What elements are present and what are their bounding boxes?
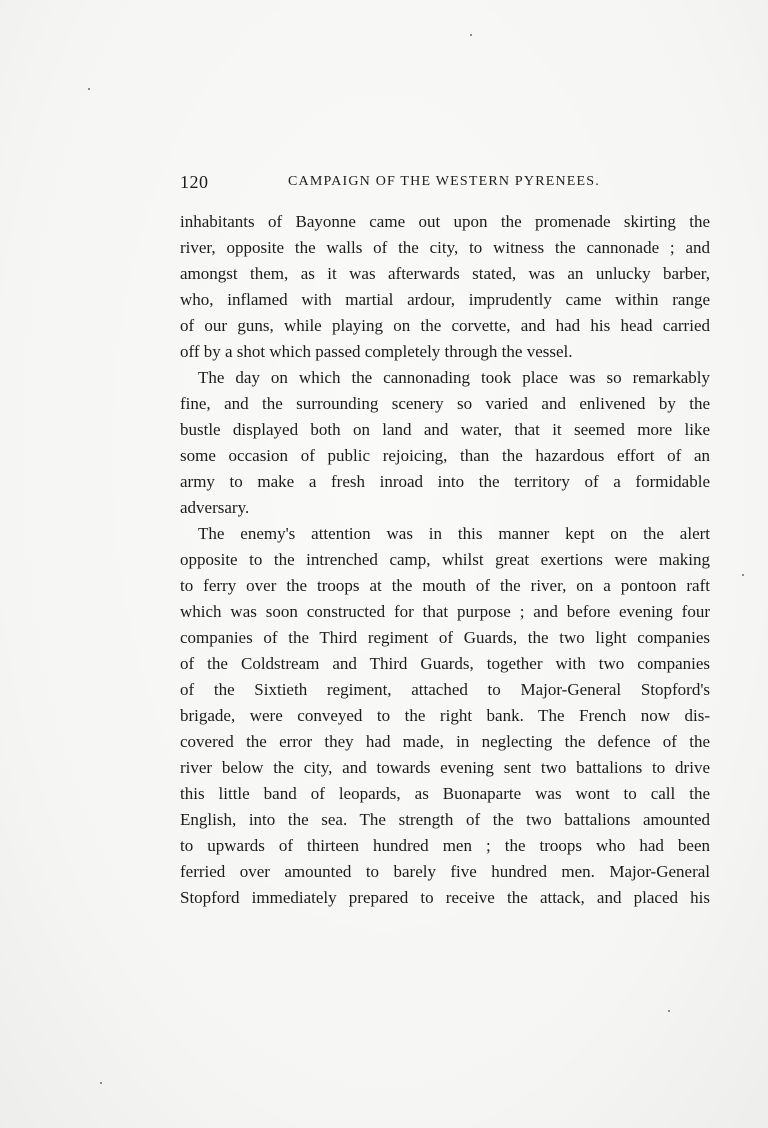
text-line: some occasion of public rejoicing, than the hazardous effort of an [180,446,710,465]
text-line: of the Sixtieth regiment, attached to Major-General Stopford's [180,680,710,699]
text-line: brigade, were conveyed to the right bank. The French now dis- [180,706,710,725]
text-line: who, inflamed with martial ardour, imprudently came within range [180,290,710,309]
text-line: opposite to the intrenched camp, whilst great exertions were making [180,550,710,569]
text-line: bustle displayed both on land and water, that it seemed more like [180,420,710,439]
text-line: fine, and the surrounding scenery so varied and enlivened by the [180,394,710,413]
text-line: The enemy's attention was in this manner kept on the alert [198,524,710,543]
scan-speck [742,574,744,576]
text-line: amongst them, as it was afterwards stated, was an unlucky barber, [180,264,710,283]
text-line: river below the city, and towards evening sent two battalions to drive [180,758,710,777]
text-line: river, opposite the walls of the city, to witness the cannonade ; and [180,238,710,257]
text-line: this little band of leopards, as Buonaparte was wont to call the [180,784,710,803]
text-line: companies of the Third regiment of Guards, the two light companies [180,628,710,647]
scan-speck [470,34,472,36]
page-number: 120 [180,172,209,192]
text-line: which was soon constructed for that purpose ; and before evening four [180,602,710,621]
text-line: inhabitants of Bayonne came out upon the promenade skirting the [180,212,710,231]
text-line: adversary. [180,498,250,517]
text-line: of the Coldstream and Third Guards, together with two companies [180,654,710,673]
scan-speck [668,1010,670,1012]
text-line: ferried over amounted to barely five hundred men. Major-General [180,862,710,881]
text-line: of our guns, while playing on the corvette, and had his head carried [180,316,710,335]
running-title: CAMPAIGN OF THE WESTERN PYRENEES. [288,174,600,189]
scan-speck [88,88,90,90]
text-line: Stopford immediately prepared to receive the attack, and placed his [180,888,710,907]
text-line: The day on which the cannonading took place was so remarkably [198,368,710,387]
text-line: covered the error they had made, in neglecting the defence of the [180,732,710,751]
text-line: English, into the sea. The strength of the two battalions amounted [180,810,710,829]
text-line: off by a shot which passed completely through the vessel. [180,342,573,361]
text-line: to upwards of thirteen hundred men ; the troops who had been [180,836,710,855]
scan-speck [100,1082,102,1084]
text-line: to ferry over the troops at the mouth of the river, on a pontoon raft [180,576,710,595]
text-line: army to make a fresh inroad into the territory of a formidable [180,472,710,491]
body-text [180,209,710,911]
page-header [180,172,710,194]
